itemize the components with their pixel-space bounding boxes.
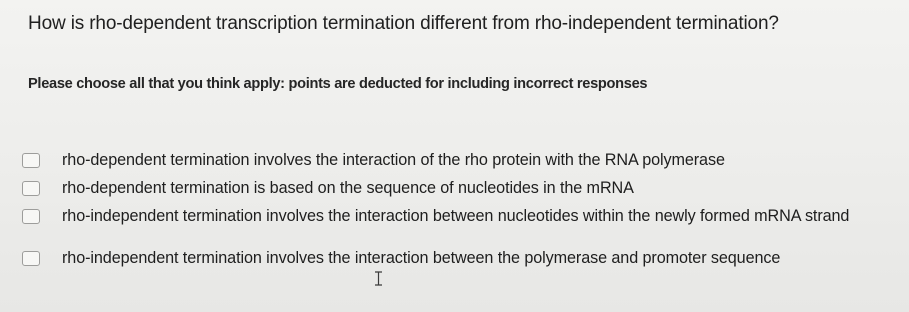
option-2-checkbox[interactable] [22,181,40,196]
instruction-text: Please choose all that you think apply: points are deducted for including incorrect responses [28,76,648,92]
option-4[interactable] [22,248,780,268]
option-4-checkbox[interactable] [22,251,40,266]
option-3-checkbox[interactable] [22,209,40,224]
option-1-label: rho-dependent termination involves the interaction of the rho protein with the RNA polymerase [62,151,725,169]
option-2-label: rho-dependent termination is based on the sequence of nucleotides in the mRNA [62,179,634,197]
option-3[interactable] [22,206,849,226]
option-2[interactable] [22,178,634,198]
option-3-label: rho-independent termination involves the interaction between nucleotides within the newly formed mRNA strand [62,207,850,225]
option-1[interactable] [22,150,725,170]
option-1-checkbox[interactable] [22,153,40,168]
text-cursor-icon [374,271,383,286]
question-text: How is rho-dependent transcription termination different from rho-independent termination? [28,13,779,34]
option-4-label: rho-independent termination involves the interaction between the polymerase and promoter sequence [62,249,781,267]
